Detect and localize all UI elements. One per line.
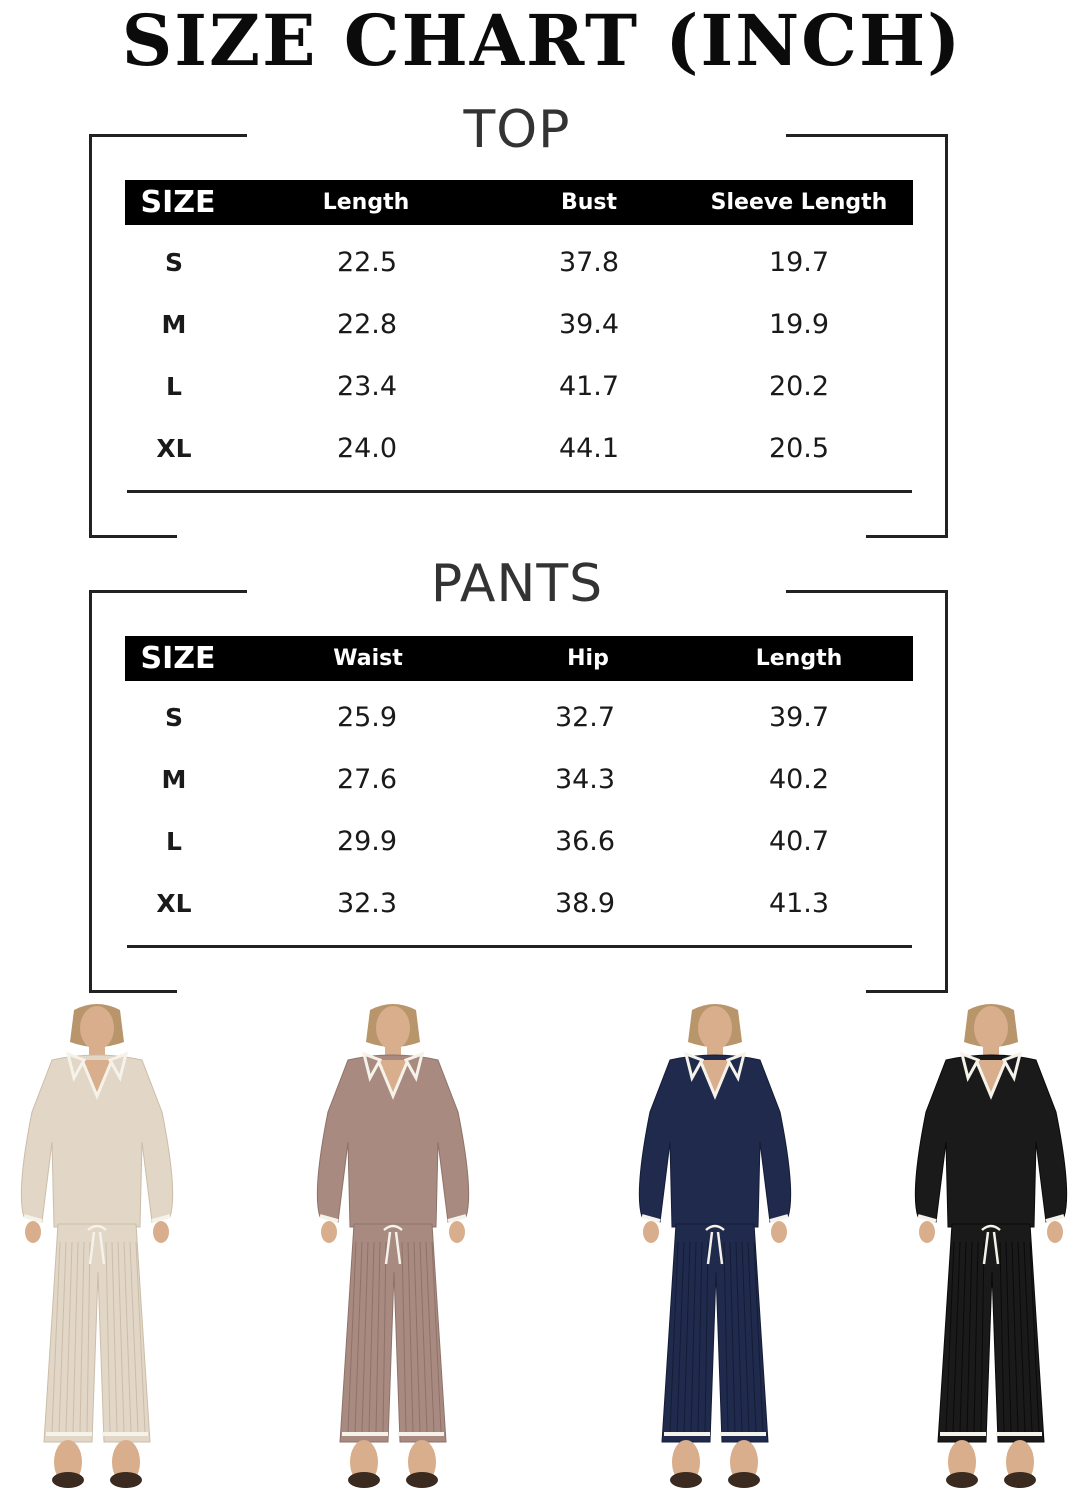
hip-cell: 38.9: [554, 888, 616, 919]
table-row: [0, 811, 1084, 873]
hip-cell: 36.6: [554, 826, 616, 857]
face: [974, 1006, 1008, 1050]
top-table-divider: [127, 490, 912, 493]
model-figure: [620, 1002, 810, 1500]
sandal-left: [670, 1472, 702, 1488]
sandal-right: [110, 1472, 142, 1488]
bust-cell: 44.1: [558, 433, 620, 464]
pants-header-length: Length: [755, 646, 843, 671]
page-title: SIZE CHART (INCH): [121, 0, 963, 82]
table-row: [0, 873, 1084, 935]
model-photo-strip: [0, 1002, 1084, 1500]
sandal-left: [946, 1472, 978, 1488]
length-cell: 40.7: [768, 826, 830, 857]
sleeve-length-cell: 20.2: [768, 371, 830, 402]
length-cell: 22.5: [336, 247, 398, 278]
length-cell: 41.3: [768, 888, 830, 919]
length-cell: 40.2: [768, 764, 830, 795]
pants-table-header: [125, 636, 913, 681]
length-cell: 23.4: [336, 371, 398, 402]
face: [80, 1006, 114, 1050]
hand-left: [643, 1221, 659, 1243]
top-header-sleeve-length: Sleeve Length: [710, 190, 888, 215]
hand-left: [25, 1221, 41, 1243]
hip-cell: 32.7: [554, 702, 616, 733]
sleeve-length-cell: 20.5: [768, 433, 830, 464]
bust-cell: 41.7: [558, 371, 620, 402]
length-cell: 39.7: [768, 702, 830, 733]
waist-cell: 29.9: [336, 826, 398, 857]
pants-frame-bottom-left: [89, 990, 177, 993]
model-photo-beige: [2, 1002, 192, 1500]
hand-right: [449, 1221, 465, 1243]
model-photo-navy: [620, 1002, 810, 1500]
top-section-title: TOP: [463, 100, 571, 160]
table-row: [0, 418, 1084, 480]
hip-cell: 34.3: [554, 764, 616, 795]
pants-frame-bottom-right: [866, 990, 948, 993]
pants-header-waist: Waist: [333, 646, 403, 671]
model-photo-black: [896, 1002, 1084, 1500]
waist-cell: 25.9: [336, 702, 398, 733]
bust-cell: 37.8: [558, 247, 620, 278]
table-row: [0, 356, 1084, 418]
model-figure: [896, 1002, 1084, 1500]
sleeve-length-cell: 19.9: [768, 309, 830, 340]
top-frame-bottom-left: [89, 535, 177, 538]
table-row: [0, 294, 1084, 356]
table-row: [0, 232, 1084, 294]
sleeve-length-cell: 19.7: [768, 247, 830, 278]
size-cell: S: [164, 703, 184, 732]
hand-left: [919, 1221, 935, 1243]
top-header-bust: Bust: [560, 190, 618, 215]
hand-right: [1047, 1221, 1063, 1243]
waist-cell: 27.6: [336, 764, 398, 795]
sandal-left: [348, 1472, 380, 1488]
hand-right: [153, 1221, 169, 1243]
size-cell: XL: [156, 434, 192, 463]
sandal-right: [406, 1472, 438, 1488]
sandal-right: [728, 1472, 760, 1488]
waist-cell: 32.3: [336, 888, 398, 919]
top-table-header: [125, 180, 913, 225]
pants-table-divider: [127, 945, 912, 948]
sandal-right: [1004, 1472, 1036, 1488]
bust-cell: 39.4: [558, 309, 620, 340]
model-figure: [298, 1002, 488, 1500]
table-row: [0, 749, 1084, 811]
top-frame-bottom-right: [866, 535, 948, 538]
pants-header-size: SIZE: [140, 641, 216, 676]
pants-header-hip: Hip: [567, 646, 609, 671]
model-figure: [2, 1002, 192, 1500]
top-header-length: Length: [322, 190, 410, 215]
hand-left: [321, 1221, 337, 1243]
hand-right: [771, 1221, 787, 1243]
size-cell: L: [166, 827, 182, 856]
size-cell: XL: [156, 889, 192, 918]
sandal-left: [52, 1472, 84, 1488]
face: [698, 1006, 732, 1050]
pants-section-title: PANTS: [430, 554, 604, 614]
size-cell: S: [164, 248, 184, 277]
length-cell: 24.0: [336, 433, 398, 464]
face: [376, 1006, 410, 1050]
top-header-size: SIZE: [140, 185, 216, 220]
size-cell: M: [161, 310, 187, 339]
length-cell: 22.8: [336, 309, 398, 340]
model-photo-mauve: [298, 1002, 488, 1500]
table-row: [0, 687, 1084, 749]
size-cell: M: [161, 765, 187, 794]
size-cell: L: [166, 372, 182, 401]
